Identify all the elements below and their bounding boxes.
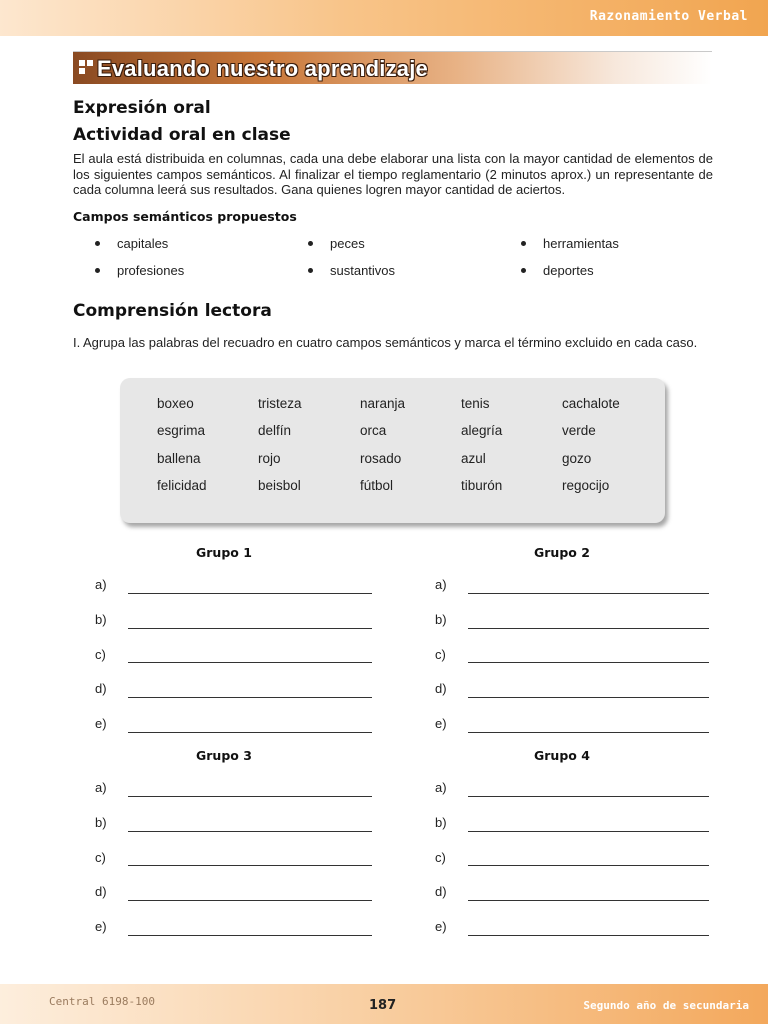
- answer-label: b): [435, 815, 447, 830]
- activity-instructions: El aula está distribuida en columnas, cada una debe elaborar una lista con la mayor cantidad de elementos de los siguientes campos semánticos. Al finalizar el tiempo reglamentario (2 minutos aprox.) un representante de cada columna leerá sus resultados. Gana quienes logren mayor cantidad de aciertos.: [73, 151, 713, 197]
- group-1-answer-b[interactable]: [128, 628, 372, 629]
- section-banner: [73, 51, 712, 84]
- word: boxeo: [157, 396, 194, 411]
- answer-label: b): [435, 612, 447, 627]
- answer-label: d): [435, 884, 447, 899]
- word: verde: [562, 423, 596, 438]
- group-1-answer-e[interactable]: [128, 732, 372, 733]
- group-4-answer-e[interactable]: [468, 935, 709, 936]
- bullet-icon: [521, 241, 526, 246]
- answer-label: e): [435, 919, 447, 934]
- subject-title: Razonamiento Verbal: [589, 9, 748, 24]
- word: alegría: [461, 423, 503, 438]
- group-3-answer-a[interactable]: [128, 796, 372, 797]
- section-title: Evaluando nuestro aprendizaje: [97, 56, 428, 81]
- campos-label: Campos semánticos propuestos: [73, 209, 297, 224]
- group-2-answer-b[interactable]: [468, 628, 709, 629]
- group-2-answer-a[interactable]: [468, 593, 709, 594]
- header-band: [0, 0, 768, 36]
- word: ballena: [157, 451, 201, 466]
- word: rosado: [360, 451, 402, 466]
- word: tiburón: [461, 478, 503, 493]
- group-3-title: Grupo 3: [196, 748, 252, 763]
- group-4-title: Grupo 4: [534, 748, 590, 763]
- word: felicidad: [157, 478, 207, 493]
- word: rojo: [258, 451, 281, 466]
- word: tristeza: [258, 396, 302, 411]
- group-3-answer-d[interactable]: [128, 900, 372, 901]
- group-2-answer-e[interactable]: [468, 732, 709, 733]
- bullet-icon: [521, 268, 526, 273]
- answer-label: d): [95, 884, 107, 899]
- footer-grade: Segundo año de secundaria: [583, 999, 749, 1012]
- answer-label: c): [95, 647, 106, 662]
- bullet-icon: [308, 241, 313, 246]
- answer-label: a): [95, 780, 107, 795]
- answer-label: d): [435, 681, 447, 696]
- word: fútbol: [360, 478, 394, 493]
- oral-heading: Expresión oral: [73, 98, 211, 118]
- word: azul: [461, 451, 486, 466]
- answer-label: c): [95, 850, 106, 865]
- word: beisbol: [258, 478, 301, 493]
- word: regocijo: [562, 478, 610, 493]
- group-3-answer-e[interactable]: [128, 935, 372, 936]
- answer-label: d): [95, 681, 107, 696]
- word: gozo: [562, 451, 592, 466]
- group-1-title: Grupo 1: [196, 545, 252, 560]
- group-3-answer-c[interactable]: [128, 865, 372, 866]
- word: cachalote: [562, 396, 620, 411]
- group-1-answer-a[interactable]: [128, 593, 372, 594]
- group-1-answer-c[interactable]: [128, 662, 372, 663]
- group-4-answer-b[interactable]: [468, 831, 709, 832]
- group-3-answer-b[interactable]: [128, 831, 372, 832]
- answer-label: e): [95, 919, 107, 934]
- word: tenis: [461, 396, 490, 411]
- reading-heading: Comprensión lectora: [73, 301, 272, 321]
- group-1-answer-d[interactable]: [128, 697, 372, 698]
- group-2-title: Grupo 2: [534, 545, 590, 560]
- exercise-text: Agrupa las palabras del recuadro en cuatro campos semánticos y marca el término excluido en cada caso.: [83, 335, 698, 350]
- answer-label: e): [435, 716, 447, 731]
- oral-subheading: Actividad oral en clase: [73, 125, 291, 145]
- answer-label: a): [435, 577, 447, 592]
- word: esgrima: [157, 423, 206, 438]
- answer-label: c): [435, 850, 446, 865]
- group-4-answer-a[interactable]: [468, 796, 709, 797]
- answer-label: a): [95, 577, 107, 592]
- bullet-icon: [308, 268, 313, 273]
- answer-label: b): [95, 612, 107, 627]
- word: orca: [360, 423, 387, 438]
- answer-label: b): [95, 815, 107, 830]
- footer-phone: Central 6198-100: [49, 995, 155, 1008]
- word-box: [120, 378, 665, 523]
- word: delfín: [258, 423, 292, 438]
- word: naranja: [360, 396, 406, 411]
- page-number: 187: [369, 998, 397, 1013]
- group-2-answer-d[interactable]: [468, 697, 709, 698]
- bullet-icon: [95, 241, 100, 246]
- group-4-answer-c[interactable]: [468, 865, 709, 866]
- answer-label: e): [95, 716, 107, 731]
- group-4-answer-d[interactable]: [468, 900, 709, 901]
- answer-label: c): [435, 647, 446, 662]
- exercise-number: I.: [73, 335, 81, 350]
- bullet-icon: [95, 268, 100, 273]
- answer-label: a): [435, 780, 447, 795]
- group-2-answer-c[interactable]: [468, 662, 709, 663]
- banner-squares-icon: [79, 60, 93, 74]
